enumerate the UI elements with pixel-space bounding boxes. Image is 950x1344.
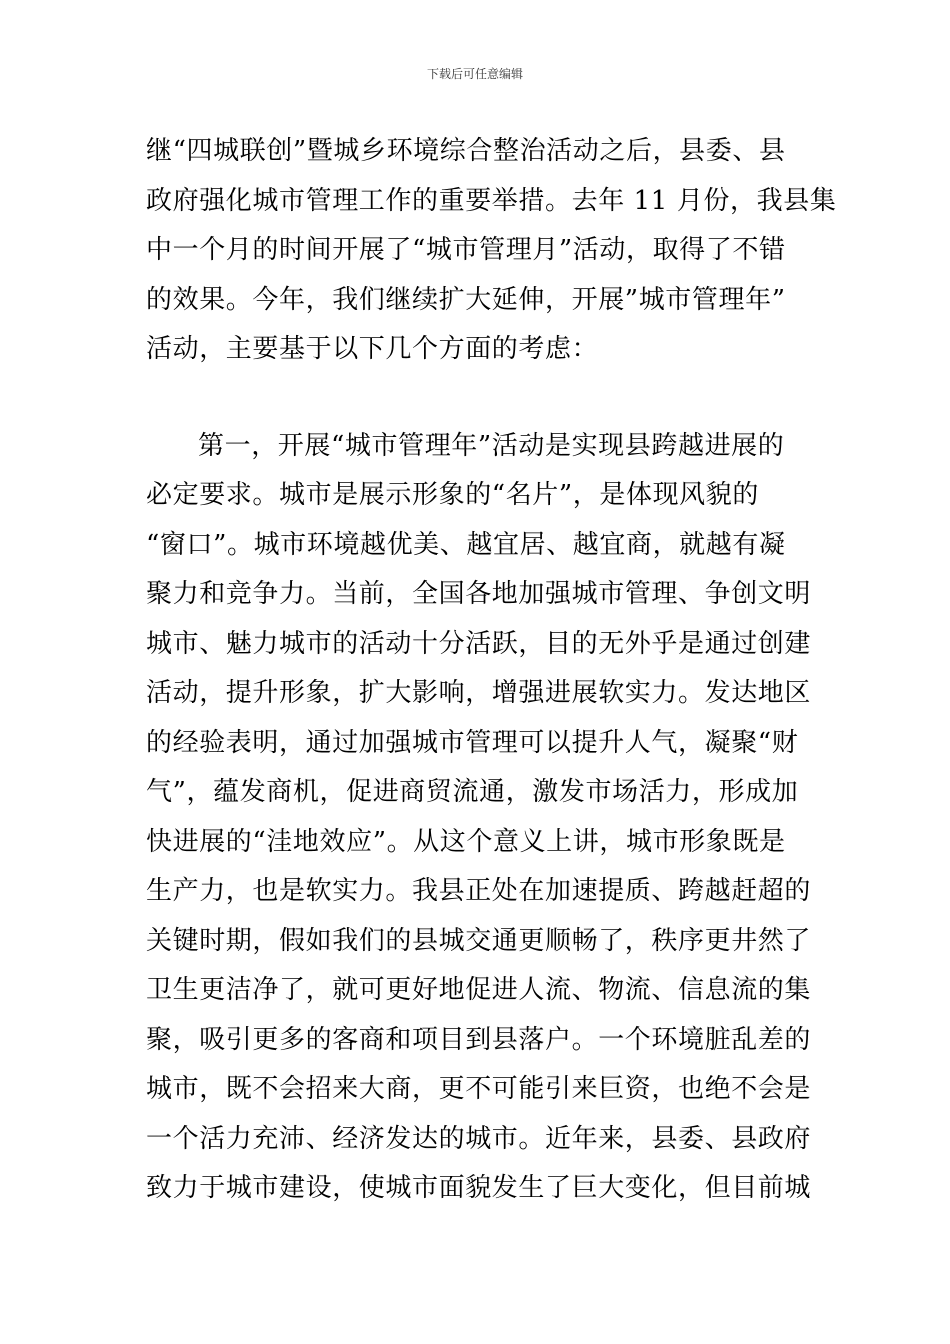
paragraph-line: 生产力，也是软实力。我县正处在加速提质、跨越赶超的 — [146, 876, 812, 906]
paragraph-line: 城市、魅力城市的活动十分活跃，目的无外乎是通过创建 — [146, 628, 812, 659]
paragraph-line: 必定要求。城市是展示形象的“名片”，是体现风貌的 — [146, 480, 759, 510]
paragraph-line: 聚，吸引更多的客商和项目到县落户。一个环境脏乱差的 — [146, 1024, 812, 1055]
paragraph-line: 快进展的“洼地效应”。从这个意义上讲，城市形象既是 — [146, 826, 786, 857]
paragraph-line: 第一，开展“城市管理年”活动是实现县跨越进展的 — [198, 430, 785, 461]
page-header-note: 下载后可任意编辑 — [426, 67, 523, 81]
paragraph-line: 活动，主要基于以下几个方面的考虑： — [146, 334, 599, 364]
paragraph-line: 继“四城联创”暨城乡环境综合整治活动之后，县委、县 — [146, 136, 786, 166]
paragraph-line: 卫生更洁净了，就可更好地促进人流、物流、信息流的集 — [146, 975, 812, 1005]
document-body — [146, 127, 837, 1214]
paragraph-line: 的经验表明，通过加强城市管理可以提升人气，凝聚“财 — [146, 727, 799, 758]
paragraph-line: “窗口”。城市环境越优美、越宜居、越宜商，就越有凝 — [146, 529, 786, 560]
paragraph-line: 聚力和竞争力。当前，全国各地加强城市管理、争创文明 — [146, 579, 812, 609]
paragraph-line: 一个活力充沛、经济发达的城市。近年来，县委、县政府 — [146, 1123, 812, 1154]
paragraph-line: 关键时期，假如我们的县城交通更顺畅了，秩序更井然了 — [146, 925, 812, 956]
paragraph-1 — [146, 127, 837, 375]
paragraph-2 — [146, 422, 810, 1214]
paragraph-line: 中一个月的时间开展了“城市管理月”活动，取得了不错 — [146, 235, 786, 265]
paragraph-spacer — [146, 375, 810, 422]
paragraph-line: 致力于城市建设，使城市面貌发生了巨大变化，但目前城 — [146, 1173, 812, 1203]
paragraph-line: 活动，提升形象，扩大影响，增强进展软实力。发达地区 — [146, 678, 812, 708]
paragraph-line: 的效果。今年，我们继续扩大延伸，开展”城市管理年” — [146, 284, 786, 315]
paragraph-line: 政府强化城市管理工作的重要举措。去年 11 月份，我县集 — [146, 185, 837, 216]
paragraph-line: 城市，既不会招来大商，更不可能引来巨资，也绝不会是 — [146, 1074, 812, 1104]
paragraph-line: 气”，蕴发商机，促进商贸流通，激发市场活力，形成加 — [146, 777, 799, 807]
